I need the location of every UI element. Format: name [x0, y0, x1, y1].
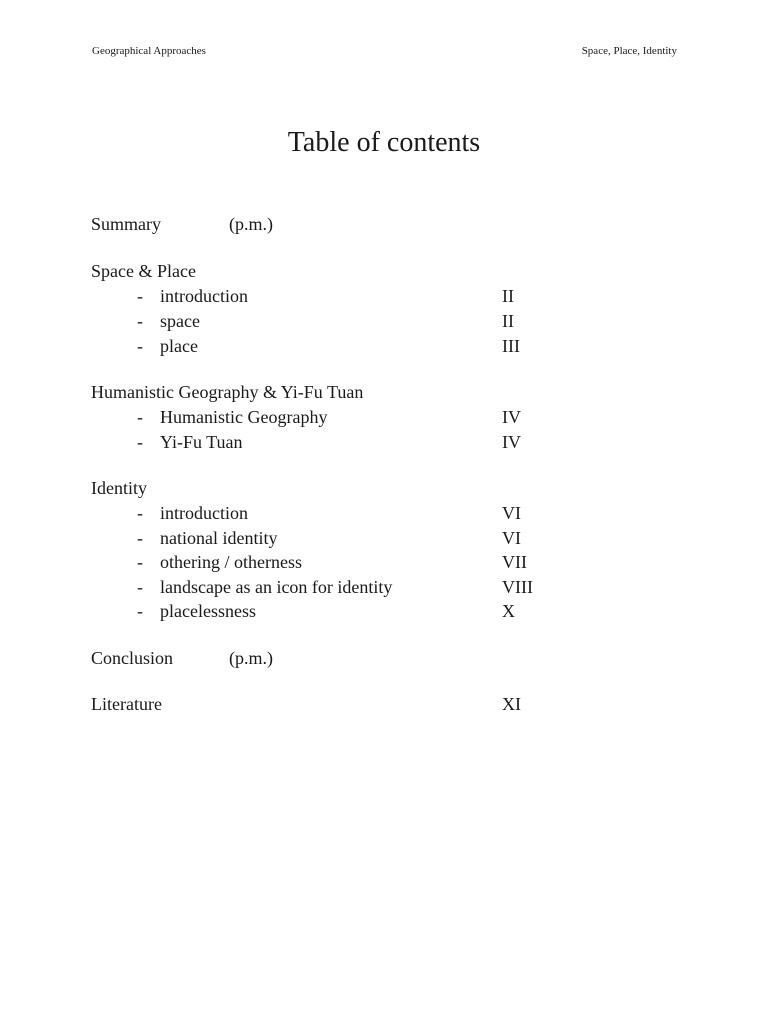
- page-title: Table of contents: [287, 127, 481, 158]
- toc-page-number: VII: [502, 552, 527, 572]
- toc-item-text: national identity: [160, 528, 278, 548]
- list-dash: -: [137, 336, 143, 356]
- toc-page-number: II: [502, 286, 514, 306]
- toc-item-text: othering / otherness: [160, 552, 302, 572]
- toc-item: [0, 310, 768, 332]
- toc-item: [0, 285, 768, 307]
- list-dash: -: [137, 432, 143, 452]
- toc-section-space-place: [0, 260, 768, 282]
- toc-entry-literature: [0, 693, 768, 715]
- list-dash: -: [137, 552, 143, 572]
- toc-item-text: introduction: [160, 286, 248, 306]
- toc-item: [0, 551, 768, 573]
- toc-item: [0, 431, 768, 453]
- toc-entry-conclusion: [0, 647, 768, 669]
- toc-note-summary: (p.m.): [229, 214, 273, 234]
- toc-page-number: XI: [502, 694, 521, 714]
- running-header-right: Space, Place, Identity: [581, 45, 677, 57]
- toc-page-number: IV: [502, 432, 521, 452]
- toc-item: [0, 502, 768, 524]
- toc-item-text: Yi-Fu Tuan: [160, 432, 243, 452]
- toc-note-conclusion: (p.m.): [229, 648, 273, 668]
- toc-heading-identity: Identity: [91, 478, 147, 498]
- toc-section-humanistic: [0, 381, 768, 403]
- toc-page-number: VI: [502, 528, 521, 548]
- list-dash: -: [137, 407, 143, 427]
- list-dash: -: [137, 286, 143, 306]
- toc-page-number: VIII: [502, 577, 533, 597]
- toc-item: [0, 335, 768, 357]
- toc-entry-summary: [0, 213, 768, 235]
- list-dash: -: [137, 311, 143, 331]
- toc-page-number: II: [502, 311, 514, 331]
- toc-heading-space-place: Space & Place: [91, 261, 196, 281]
- toc-item-text: Humanistic Geography: [160, 407, 328, 427]
- toc-item: [0, 576, 768, 598]
- toc-item: [0, 600, 768, 622]
- toc-item-text: place: [160, 336, 198, 356]
- toc-page-number: III: [502, 336, 520, 356]
- toc-page-number: IV: [502, 407, 521, 427]
- list-dash: -: [137, 528, 143, 548]
- toc-item-text: space: [160, 311, 200, 331]
- toc-item: [0, 406, 768, 428]
- list-dash: -: [137, 503, 143, 523]
- toc-item: [0, 527, 768, 549]
- toc-heading-summary: Summary: [91, 214, 161, 234]
- list-dash: -: [137, 601, 143, 621]
- toc-heading-literature: Literature: [91, 694, 162, 714]
- toc-page-number: X: [502, 601, 515, 621]
- list-dash: -: [137, 577, 143, 597]
- toc-item-text: landscape as an icon for identity: [160, 577, 393, 597]
- toc-item-text: placelessness: [160, 601, 256, 621]
- toc-section-identity: [0, 477, 768, 499]
- running-header-left: Geographical Approaches: [92, 45, 206, 57]
- toc-heading-humanistic: Humanistic Geography & Yi-Fu Tuan: [91, 382, 364, 402]
- toc-heading-conclusion: Conclusion: [91, 648, 174, 668]
- toc-page-number: VI: [502, 503, 521, 523]
- toc-item-text: introduction: [160, 503, 248, 523]
